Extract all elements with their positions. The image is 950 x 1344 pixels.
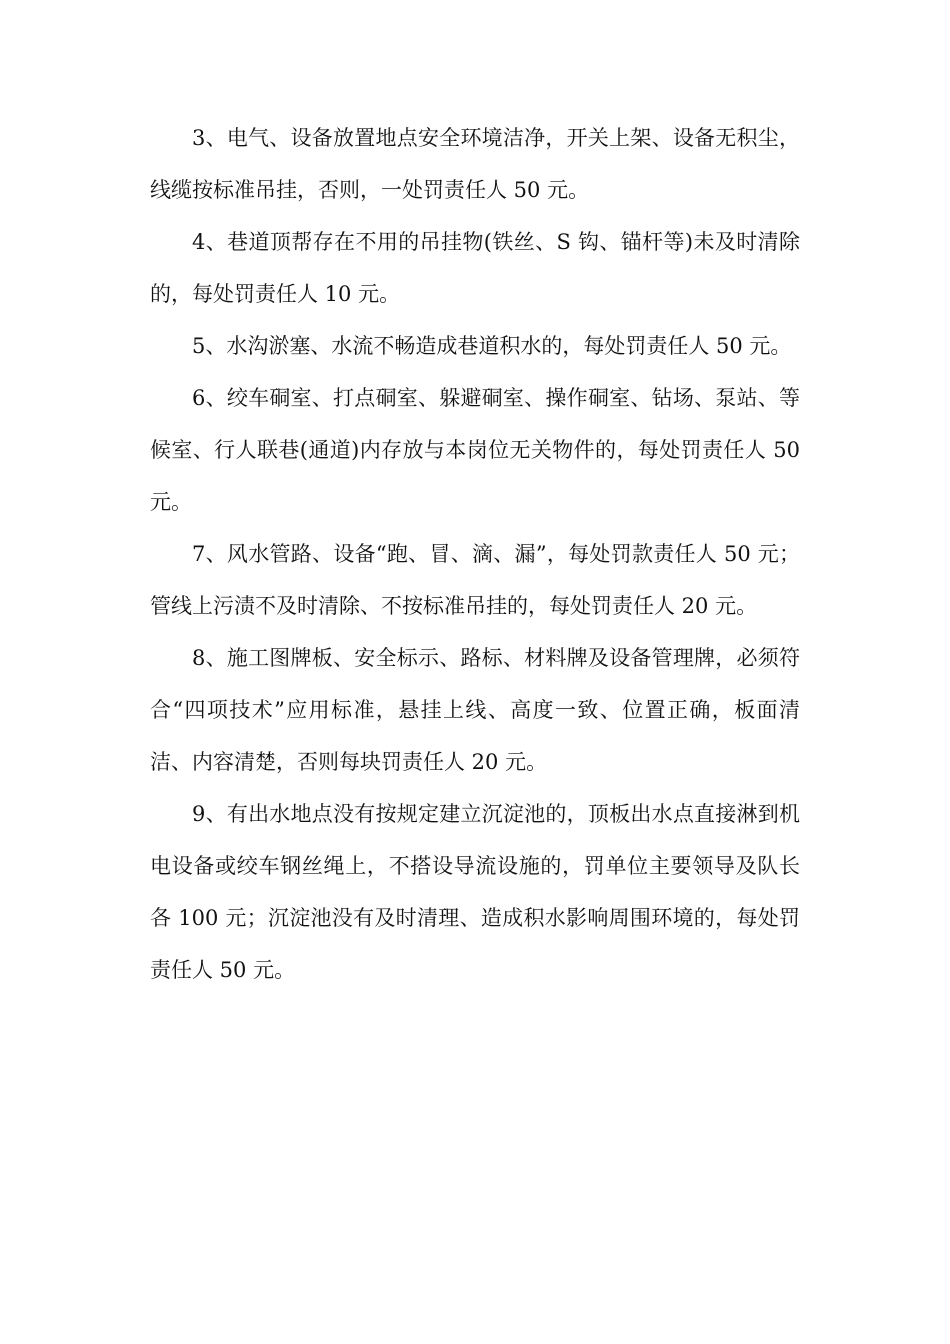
document-body — [150, 112, 800, 996]
rule-item-4: 4、巷道顶帮存在不用的吊挂物(铁丝、S 钩、锚杆等)未及时清除的，每处罚责任人 10 元。 — [150, 230, 800, 306]
rule-item-6: 6、绞车硐室、打点硐室、躲避硐室、操作硐室、钻场、泵站、等候室、行人联巷(通道)内存放与本岗位无关物件的，每处罚责任人 50 元。 — [150, 386, 800, 514]
rule-item-8: 8、施工图牌板、安全标示、路标、材料牌及设备管理牌，必须符合“四项技术”应用标准，悬挂上线、高度一致、位置正确，板面清洁、内容清楚，否则每块罚责任人 20 元。 — [150, 646, 800, 774]
rule-item-9: 9、有出水地点没有按规定建立沉淀池的，顶板出水点直接淋到机电设备或绞车钢丝绳上，不搭设导流设施的，罚单位主要领导及队长各 100 元；沉淀池没有及时清理、造成积水影响周围环境的，每处罚责任人 50 元。 — [150, 802, 800, 982]
rule-item-5: 5、水沟淤塞、水流不畅造成巷道积水的，每处罚责任人 50 元。 — [192, 334, 792, 358]
rule-item-7: 7、风水管路、设备“跑、冒、滴、漏”，每处罚款责任人 50 元；管线上污渍不及时清除、不按标准吊挂的，每处罚责任人 20 元。 — [150, 542, 800, 618]
rule-item-3: 3、电气、设备放置地点安全环境洁净，开关上架、设备无积尘，线缆按标准吊挂，否则，一处罚责任人 50 元。 — [150, 126, 800, 202]
